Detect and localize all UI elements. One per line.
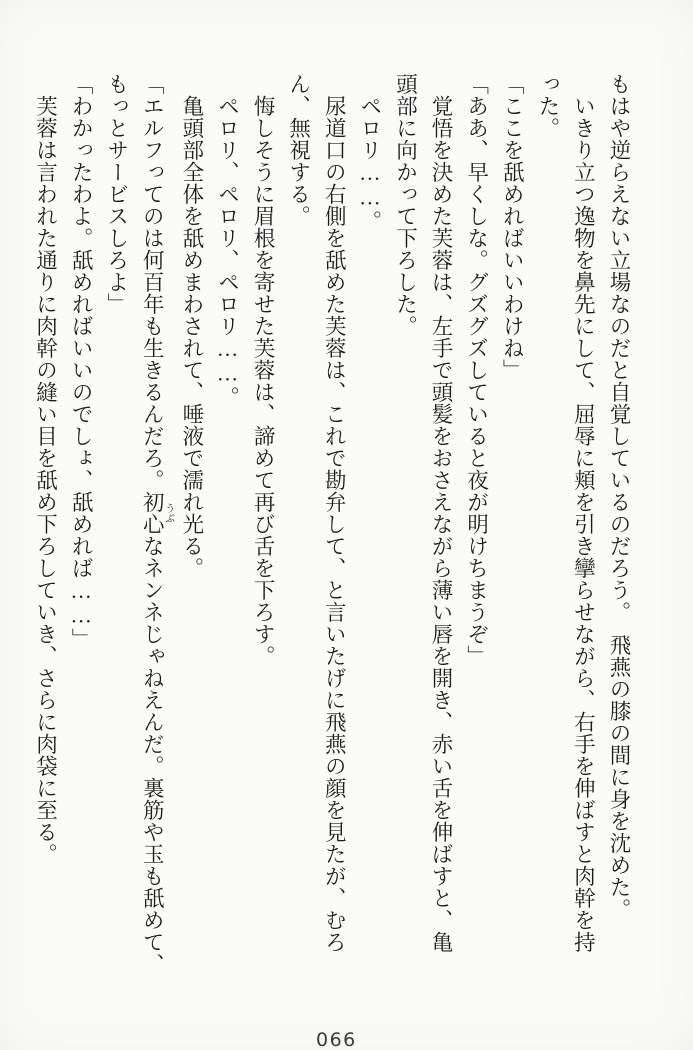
text-line: いきり立つ逸物を鼻先にして、屈辱に頬を引き攣らせながら、右手を伸ばすと肉幹を持	[571, 95, 596, 953]
furigana-ruby: 初心うぶ	[140, 491, 174, 535]
text-line: もはや逆らえない立場なのだと自覚しているのだろう。 飛燕の膝の間に身を沈めた。	[607, 73, 631, 921]
text-line: ペロリ、ペロリ、ペロリ……。	[215, 95, 240, 408]
text-line: もっとサービスしろよ」	[104, 73, 129, 315]
text-line: 尿道口の右側を舐めた芙蓉は、これで勘弁して、と言いたげに飛燕の顔を見たが、むろ	[322, 95, 347, 953]
text-line: 「ああ、早くしな。グズグズしていると夜が明けちまうぞ」	[464, 73, 489, 667]
text-line: 悔しそうに眉根を寄せた芙蓉は、諦めて再び舌を下ろす。	[251, 95, 276, 667]
text-line: ん、無視する。	[286, 73, 311, 227]
text-line: 頭部に向かって下ろした。	[393, 73, 418, 337]
text-line: ペロリ……。	[357, 95, 382, 232]
page-number: 066	[316, 1029, 357, 1050]
text-line: 芙蓉は言われた通りに肉幹の縫い目を舐め下ろしていき、さらに肉袋に至る。	[33, 95, 58, 865]
text-line: った。	[535, 73, 560, 139]
text-line: 亀頭部全体を舐めまわされて、唾液で濡れ光る。	[179, 95, 204, 579]
text-line: 「エルフってのは何百年も生きるんだろ。初心うぶなネンネじゃねえんだ。裏筋や玉も舐めて、	[140, 73, 174, 975]
text-line: 「ここを舐めればいいわけね」	[500, 73, 525, 381]
text-column-block	[27, 73, 636, 993]
text-line: 覚悟を決めた芙蓉は、左手で頭髪をおさえながら薄い唇を開き、赤い舌を伸ばすと、亀	[429, 95, 454, 953]
text-line: 「わかったわよ。舐めればいいのでしょ、舐めれば……」	[69, 73, 94, 650]
